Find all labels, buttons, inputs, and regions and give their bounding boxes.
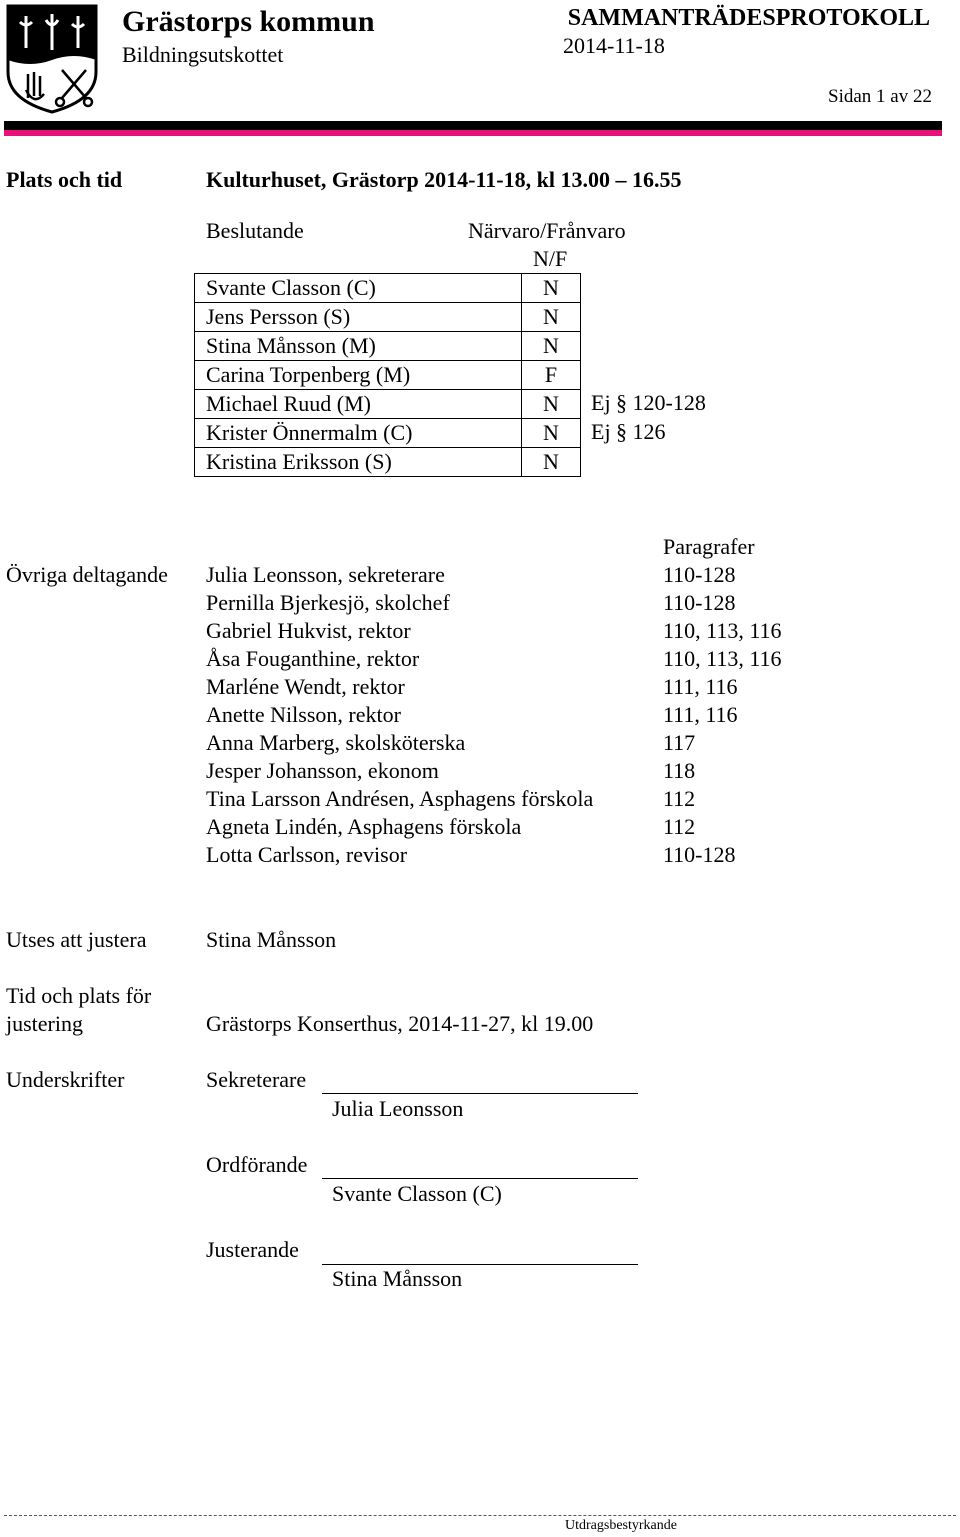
participant-paragraphs: 110, 113, 116 — [663, 646, 782, 671]
member-name: Krister Önnermalm (C) — [195, 419, 522, 448]
table-row — [195, 419, 581, 448]
participant-name: Jesper Johansson, ekonom — [206, 758, 439, 783]
certified-extract-label: Utdragsbestyrkande — [565, 1518, 677, 1533]
member-name: Svante Classon (C) — [195, 274, 522, 303]
participant-paragraphs: 111, 116 — [663, 702, 738, 727]
members-column-header: Beslutande — [206, 218, 304, 243]
participant-name: Tina Larsson Andrésen, Asphagens förskola — [206, 786, 594, 811]
presence-code: N — [522, 419, 581, 448]
place-time-value: Kulturhuset, Grästorp 2014-11-18, kl 13.00 – 16.55 — [206, 167, 682, 192]
signature-line — [322, 1093, 638, 1094]
participant-name: Agneta Lindén, Asphagens förskola — [206, 814, 522, 839]
document-date: 2014-11-18 — [563, 33, 665, 58]
participant-name: Marléne Wendt, rektor — [206, 674, 405, 699]
table-row — [195, 390, 581, 419]
participant-paragraphs: 110-128 — [663, 590, 736, 615]
adjust-time-label-line2: justering — [6, 1011, 83, 1036]
participant-paragraphs: 110-128 — [663, 562, 736, 587]
signatory-name: Svante Classon (C) — [332, 1181, 502, 1206]
municipal-coat-of-arms-logo — [4, 2, 100, 114]
participant-name: Anna Marberg, skolsköterska — [206, 730, 466, 755]
presence-code: N — [522, 332, 581, 361]
document-type: SAMMANTRÄDESPROTOKOLL — [567, 5, 930, 31]
member-name: Michael Ruud (M) — [195, 390, 522, 419]
participant-paragraphs: 117 — [663, 730, 696, 755]
adjuster-label: Utses att justera — [6, 927, 147, 952]
participant-paragraphs: 110-128 — [663, 842, 736, 867]
presence-code: F — [522, 361, 581, 390]
presence-code: N — [522, 274, 581, 303]
participant-name: Pernilla Bjerkesjö, skolchef — [206, 590, 450, 615]
presence-code: N — [522, 448, 581, 477]
place-time-label: Plats och tid — [6, 167, 123, 192]
member-exception-note: Ej § 120-128 — [591, 390, 706, 415]
signatures-label: Underskrifter — [6, 1067, 125, 1092]
committee-name: Bildningsutskottet — [122, 42, 284, 67]
participant-name: Gabriel Hukvist, rektor — [206, 618, 411, 643]
page-number: Sidan 1 av 22 — [828, 86, 932, 107]
adjuster-name: Stina Månsson — [206, 927, 337, 952]
presence-code-header: N/F — [533, 246, 568, 271]
adjust-time-label-line1: Tid och plats för — [6, 983, 152, 1008]
header-rule-accent — [4, 130, 942, 136]
signature-role: Sekreterare — [206, 1067, 307, 1092]
signature-role: Justerande — [206, 1237, 299, 1262]
member-name: Carina Torpenberg (M) — [195, 361, 522, 390]
signatory-name: Julia Leonsson — [332, 1096, 464, 1121]
participant-paragraphs: 118 — [663, 758, 696, 783]
table-row — [195, 361, 581, 390]
participant-paragraphs: 112 — [663, 814, 696, 839]
member-name: Stina Månsson (M) — [195, 332, 522, 361]
signature-line — [322, 1178, 638, 1179]
presence-code: N — [522, 303, 581, 332]
other-participants-label: Övriga deltagande — [6, 562, 168, 587]
signature-role: Ordförande — [206, 1152, 308, 1177]
participant-paragraphs: 111, 116 — [663, 674, 738, 699]
member-exception-note: Ej § 126 — [591, 419, 666, 444]
header-rule-black — [4, 121, 942, 130]
table-row — [195, 332, 581, 361]
table-row — [195, 274, 581, 303]
presence-code: N — [522, 390, 581, 419]
paragraphs-column-header: Paragrafer — [663, 534, 755, 559]
participant-name: Lotta Carlsson, revisor — [206, 842, 408, 867]
signatory-name: Stina Månsson — [332, 1266, 463, 1291]
voting-members-table — [194, 273, 581, 477]
adjust-time-value: Grästorps Konserthus, 2014-11-27, kl 19.00 — [206, 1011, 594, 1036]
organization-name: Grästorps kommun — [122, 5, 375, 38]
participant-paragraphs: 110, 113, 116 — [663, 618, 782, 643]
participant-name: Åsa Fouganthine, rektor — [206, 646, 420, 671]
table-row — [195, 448, 581, 477]
presence-column-header: Närvaro/Frånvaro — [468, 218, 626, 243]
table-row — [195, 303, 581, 332]
participant-paragraphs: 112 — [663, 786, 696, 811]
participant-name: Anette Nilsson, rektor — [206, 702, 401, 727]
footer-rule — [4, 1515, 956, 1516]
member-name: Jens Persson (S) — [195, 303, 522, 332]
member-name: Kristina Eriksson (S) — [195, 448, 522, 477]
participant-name: Julia Leonsson, sekreterare — [206, 562, 445, 587]
